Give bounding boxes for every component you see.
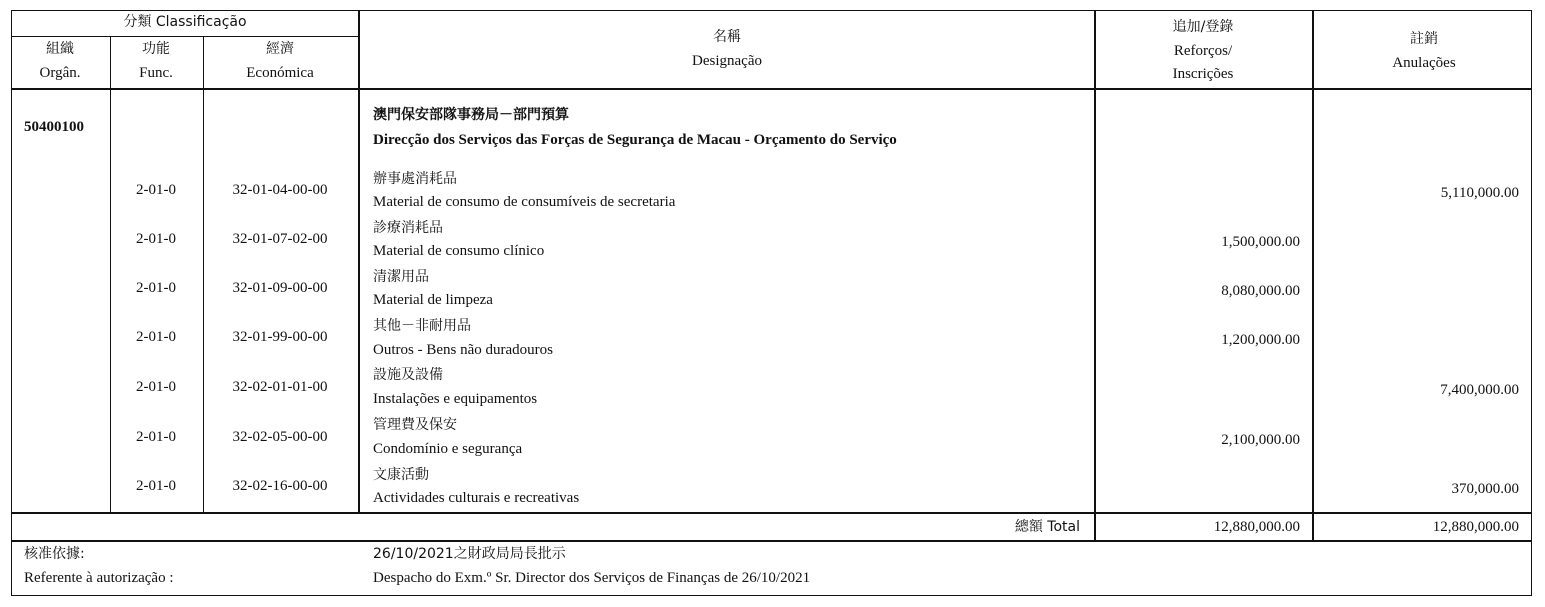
row-cancel: 5,110,000.00	[1440, 185, 1519, 201]
row-designation-pt: Condomínio e segurança	[373, 441, 523, 457]
divider-reinforcement-cancel	[1312, 10, 1314, 541]
row-func: 2-01-0	[136, 329, 176, 345]
divider-func-econ	[203, 37, 204, 512]
total-label: 總額 Total	[1014, 519, 1080, 535]
total-cancel: 12,880,000.00	[1432, 519, 1519, 535]
row-func: 2-01-0	[136, 182, 176, 198]
footer-dispatch-zh: 26/10/2021之財政局局長批示	[373, 546, 566, 562]
row-designation-zh: 設施及設備	[373, 367, 443, 383]
divider-header-body	[11, 88, 1532, 90]
footer-reference-pt: Referente à autorização :	[24, 570, 174, 586]
row-reinforcement: 8,080,000.00	[1221, 283, 1300, 299]
row-reinforcement: 2,100,000.00	[1221, 432, 1300, 448]
row-designation-zh: 診療消耗品	[373, 220, 443, 236]
row-designation-pt: Actividades culturais e recreativas	[373, 490, 580, 506]
header-organ-zh: 組織	[46, 41, 74, 57]
row-func: 2-01-0	[136, 379, 176, 395]
row-func: 2-01-0	[136, 280, 176, 296]
row-designation-pt: Material de consumo de consumíveis de secretaria	[373, 194, 676, 210]
divider-classification	[11, 36, 359, 37]
row-designation-zh: 文康活動	[373, 467, 429, 483]
row-cancel: 7,400,000.00	[1440, 382, 1519, 398]
total-reinforcement: 12,880,000.00	[1213, 519, 1300, 535]
header-econ-pt: Económica	[246, 65, 314, 81]
header-reinforcement-zh: 追加/登錄	[1172, 19, 1234, 35]
header-cancel-zh: 註銷	[1410, 31, 1438, 47]
divider-body-total	[11, 512, 1532, 514]
row-func: 2-01-0	[136, 429, 176, 445]
header-cancel-pt: Anulações	[1392, 55, 1456, 71]
row-econ: 32-02-05-00-00	[232, 429, 328, 445]
row-econ: 32-01-99-00-00	[232, 329, 328, 345]
row-econ: 32-01-07-02-00	[232, 231, 328, 247]
header-func-pt: Func.	[139, 65, 173, 81]
row-reinforcement: 1,500,000.00	[1221, 234, 1300, 250]
row-designation-zh: 清潔用品	[373, 269, 429, 285]
header-organ-pt: Orgân.	[39, 65, 81, 81]
header-classification: 分類 Classificação	[123, 14, 247, 30]
table-frame	[11, 10, 1532, 596]
row-designation-zh: 辦事處消耗品	[373, 171, 457, 187]
row-reinforcement: 1,200,000.00	[1221, 332, 1300, 348]
header-designation-pt: Designação	[692, 53, 762, 69]
row-cancel: 370,000.00	[1451, 481, 1519, 497]
header-econ-zh: 經濟	[266, 41, 294, 57]
footer-dispatch-pt: Despacho do Exm.º Sr. Director dos Serviços de Finanças de 26/10/2021	[373, 570, 811, 586]
entity-name-zh: 澳門保安部隊事務局－部門預算	[373, 107, 569, 123]
row-designation-zh: 其他－非耐用品	[373, 318, 471, 334]
row-designation-zh: 管理費及保安	[373, 417, 457, 433]
row-designation-pt: Material de limpeza	[373, 292, 493, 308]
row-func: 2-01-0	[136, 478, 176, 494]
divider-econ-designation	[358, 10, 360, 513]
header-func-zh: 功能	[142, 41, 170, 57]
header-reinforcement-pt1: Reforços/	[1173, 43, 1233, 59]
row-econ: 32-02-16-00-00	[232, 478, 328, 494]
row-designation-pt: Material de consumo clínico	[373, 243, 545, 259]
header-designation-zh: 名稱	[713, 29, 741, 45]
row-designation-pt: Instalações e equipamentos	[373, 391, 538, 407]
divider-total-footer	[11, 540, 1532, 542]
row-designation-pt: Outros - Bens não duradouros	[373, 342, 553, 358]
header-reinforcement-pt2: Inscrições	[1172, 66, 1234, 82]
divider-designation-reinforcement	[1094, 10, 1096, 541]
row-econ: 32-01-04-00-00	[232, 182, 328, 198]
footer-reference-zh: 核准依據:	[24, 546, 85, 562]
entity-name-pt: Direcção dos Serviços das Forças de Segurança de Macau - Orçamento do Serviço	[373, 132, 897, 148]
row-econ: 32-01-09-00-00	[232, 280, 328, 296]
row-econ: 32-02-01-01-00	[232, 379, 328, 395]
divider-organ-func	[110, 37, 111, 512]
row-func: 2-01-0	[136, 231, 176, 247]
entity-code: 50400100	[24, 119, 84, 135]
